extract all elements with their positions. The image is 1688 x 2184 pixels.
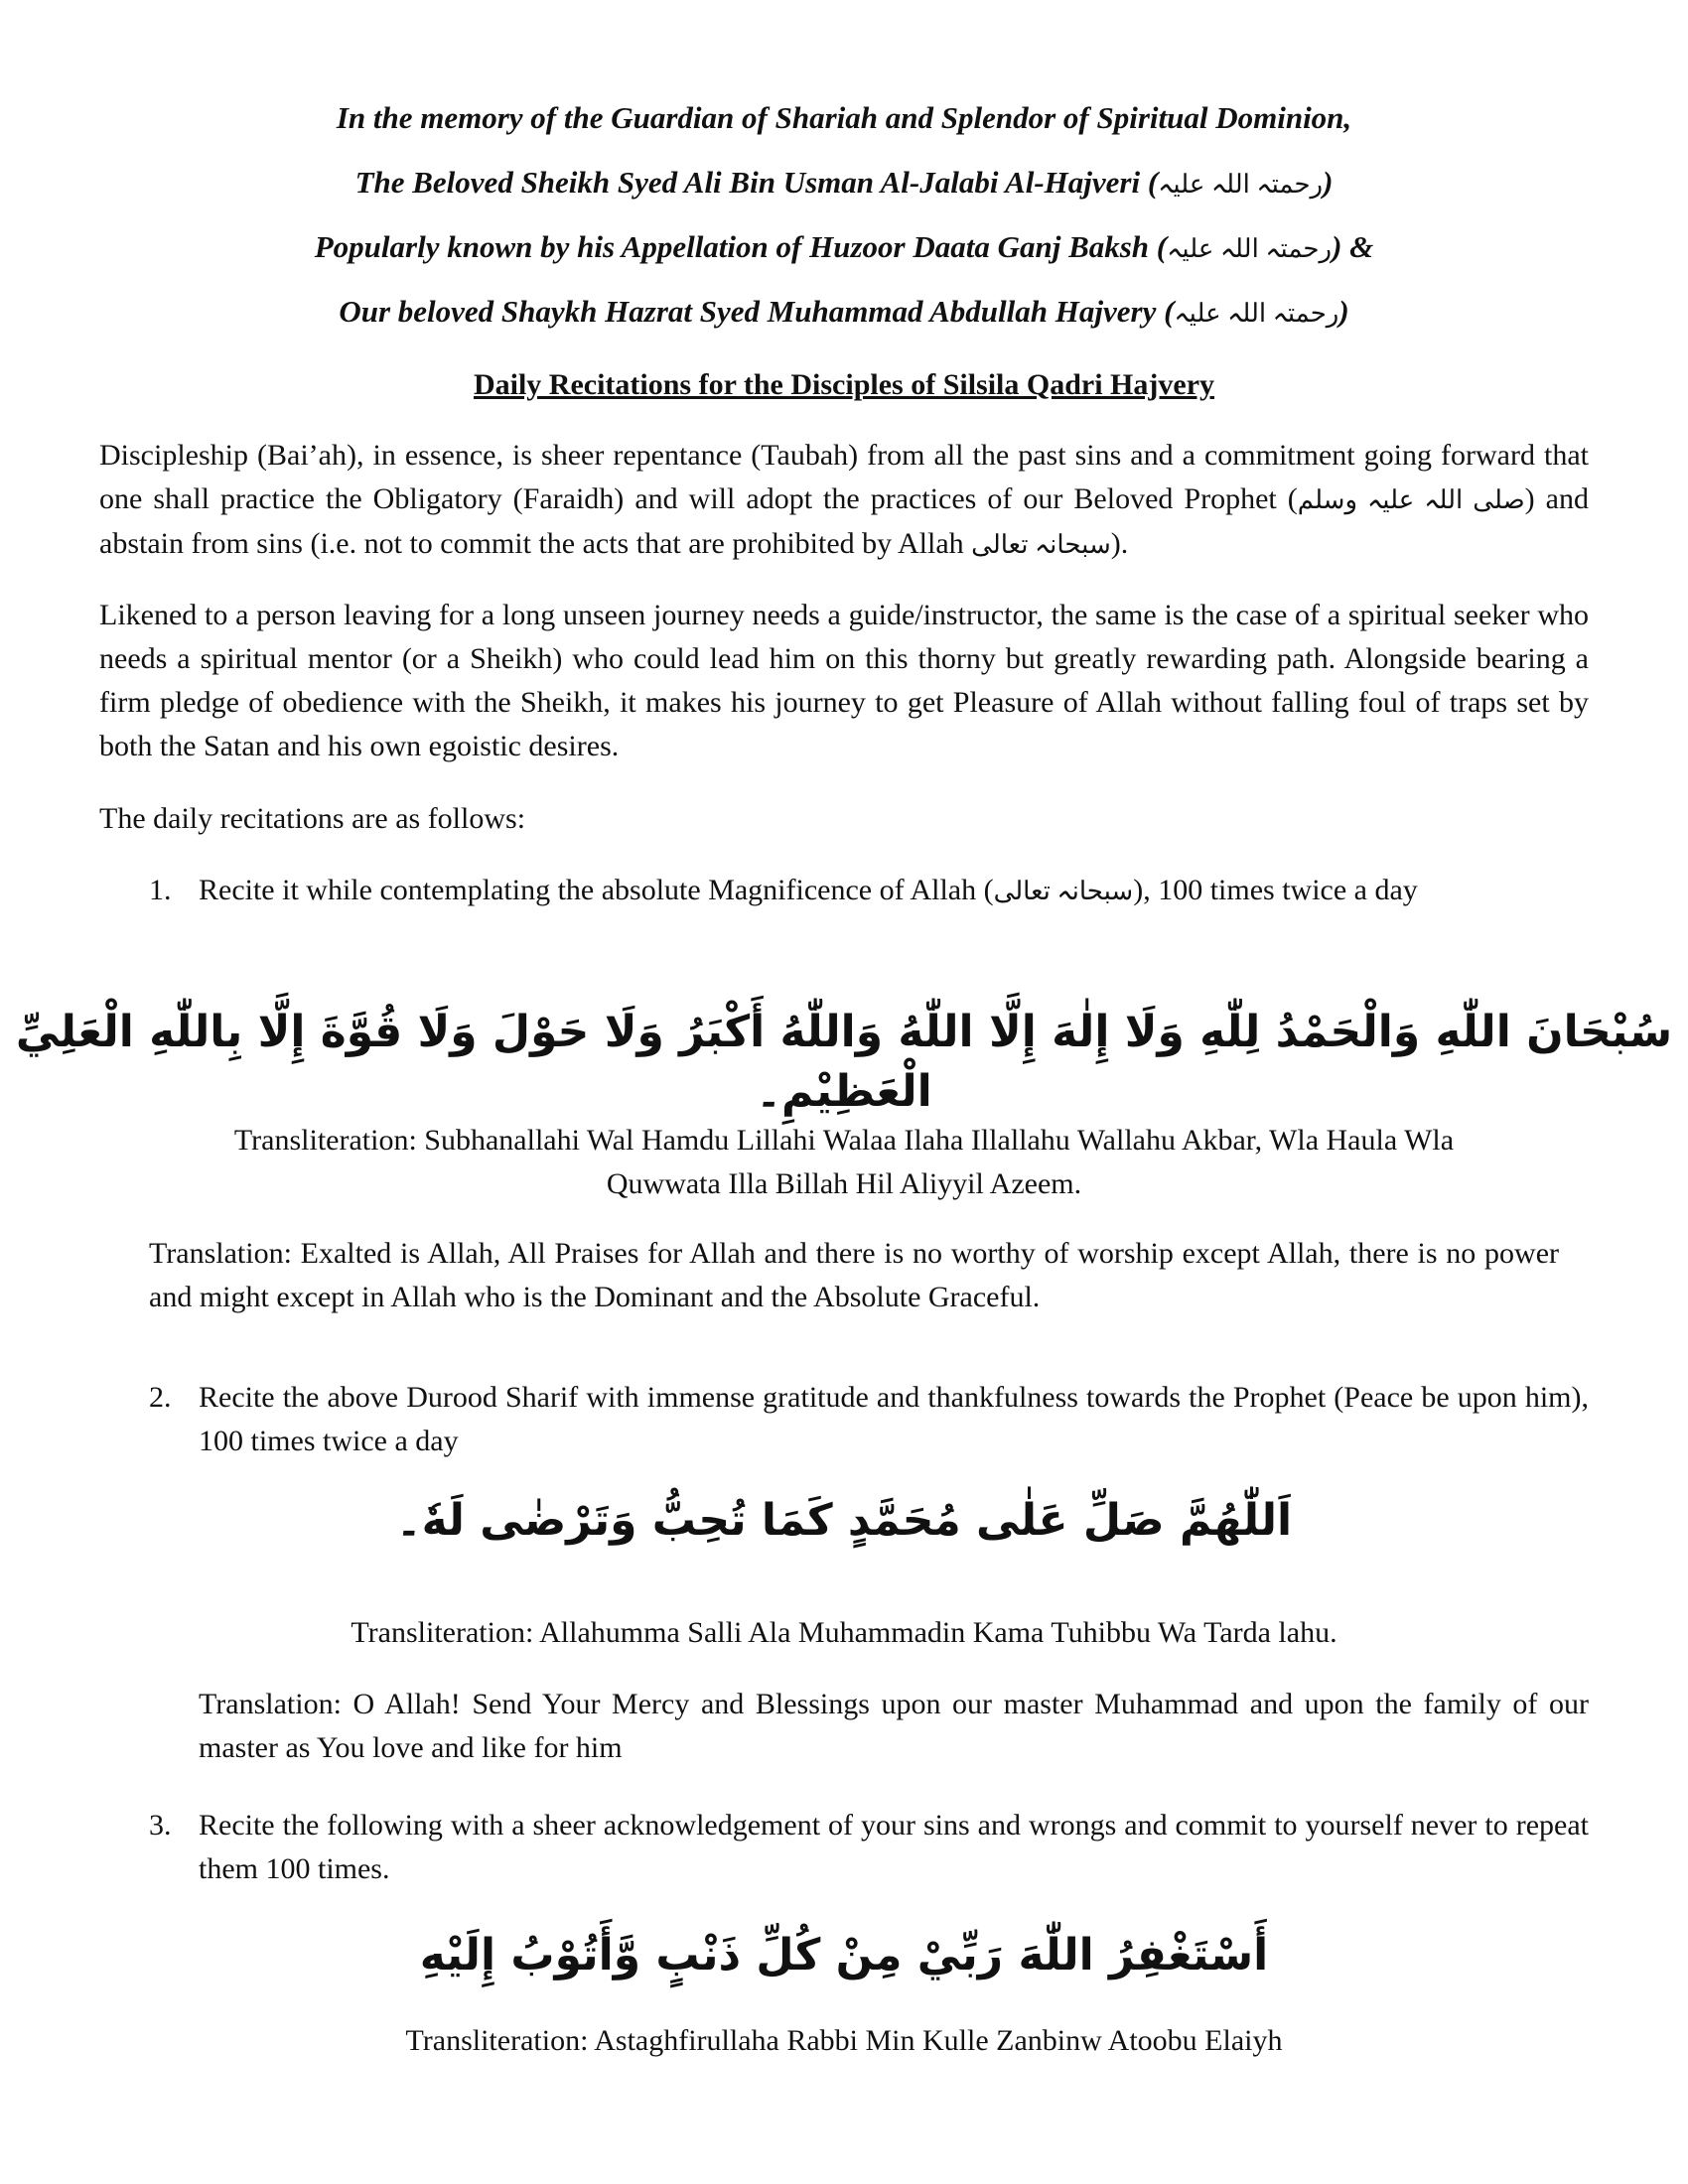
salutation-arabic: صلی اللہ علیہ وسلم [1297,485,1525,514]
header-line-4: Our beloved Shaykh Hazrat Syed Muhammad Abdullah Hajvery (رحمتہ اللہ علیہ) [339,294,1349,329]
header-line-1: In the memory of the Guardian of Shariah and Splendor of Spiritual Dominion, [336,100,1352,135]
intro-paragraph-3: The daily recitations are as follows: [99,802,526,835]
transliteration-2: Transliteration: Allahumma Salli Ala Muhammadin Kama Tuhibbu Wa Tarda lahu. [351,1616,1337,1649]
glorification-arabic: سبحانہ تعالی [971,530,1111,559]
list-item-1-instruction: Recite it while contemplating the absolute Magnificence of Allah (سبحانہ تعالی), 100 times twice a day [199,874,1418,906]
list-number-2: 2. [149,1381,172,1414]
translation-1: Translation: Exalted is Allah, All Praises for Allah and there is no worthy of worship except Allah, there is no power and might except in Allah who is the Dominant and the Absolute Graceful. [149,1237,1559,1313]
transliteration-1: Transliteration: Subhanallahi Wal Hamdu Lillahi Walaa Ilaha Illallahu Wallahu Akbar, Wla Haula Wla Quwwata Illa Billah Hil Aliyyil Azeem. [233,1124,1455,1200]
honorific-arabic: رحمتہ اللہ علیہ [1158,170,1324,199]
glorification-arabic: سبحانہ تعالی [993,877,1134,905]
arabic-recitation-3: أَسْتَغْفِرُ اللّٰهَ رَبِّيْ مِنْ كُلِّ ذَنْبٍ وَّأَتُوْبُ إِلَيْهِ [419,1930,1269,1980]
list-item-3-instruction: Recite the following with a sheer acknowledgement of your sins and wrongs and commit to yourself never to repeat them 100 times. [199,1809,1589,1885]
honorific-arabic: رحمتہ اللہ علیہ [1174,299,1339,328]
list-number-3: 3. [149,1809,172,1842]
translation-2: Translation: O Allah! Send Your Mercy and Blessings upon our master Muhammad and upon the family of our master as You love and like for him [199,1688,1589,1764]
header-line-2: The Beloved Sheikh Syed Ali Bin Usman Al-Jalabi Al-Hajveri (رحمتہ اللہ علیہ) [354,165,1334,200]
list-number-1: 1. [149,874,172,906]
header-line-3: Popularly known by his Appellation of Huzoor Daata Ganj Baksh (رحمتہ اللہ علیہ) & [314,229,1374,264]
honorific-arabic: رحمتہ اللہ علیہ [1167,234,1333,263]
transliteration-3: Transliteration: Astaghfirullaha Rabbi Min Kulle Zanbinw Atoobu Elaiyh [405,2024,1283,2057]
list-item-2-instruction: Recite the above Durood Sharif with immense gratitude and thankfulness towards the Prophet (Peace be upon him), 100 times twice a day [199,1381,1589,1457]
intro-paragraph-2: Likened to a person leaving for a long unseen journey needs a guide/instructor, the same is the case of a spiritual seeker who needs a spiritual mentor (or a Sheikh) who could lead him on this thorny but greatly rewarding path. Alongside bearing a firm pledge of obedience with the Sheikh, it makes his journey to get Pleasure of Allah without falling foul of traps set by both the Satan and his own egoistic desires. [99,599,1589,762]
document-title: Daily Recitations for the Disciples of Silsila Qadri Hajvery [473,368,1215,401]
intro-paragraph-1: Discipleship (Bai’ah), in essence, is sheer repentance (Taubah) from all the past sins and a commitment going forward that one shall practice the Obligatory (Faraidh) and will adopt the practices of our Beloved Prophet (صلی اللہ علیہ وسلم) and abstain from sins (i.e. not to commit the acts that are prohibited by Allah سبحانہ تعالی). [99,439,1589,560]
arabic-recitation-2: اَللّٰهُمَّ صَلِّ عَلٰى مُحَمَّدٍ كَمَا تُحِبُّ وَتَرْضٰى لَهٗ۔ [395,1495,1293,1546]
arabic-recitation-1: سُبْحَانَ اللّٰهِ وَالْحَمْدُ لِلّٰهِ وَلَا إِلٰهَ إِلَّا اللّٰهُ وَاللّٰهُ أَكْبَرُ وَلَا حَوْلَ وَلَا قُوَّةَ إِلَّا بِاللّٰهِ الْعَلِيِّ الْعَظِيْمِ۔ [15,1007,1673,1117]
